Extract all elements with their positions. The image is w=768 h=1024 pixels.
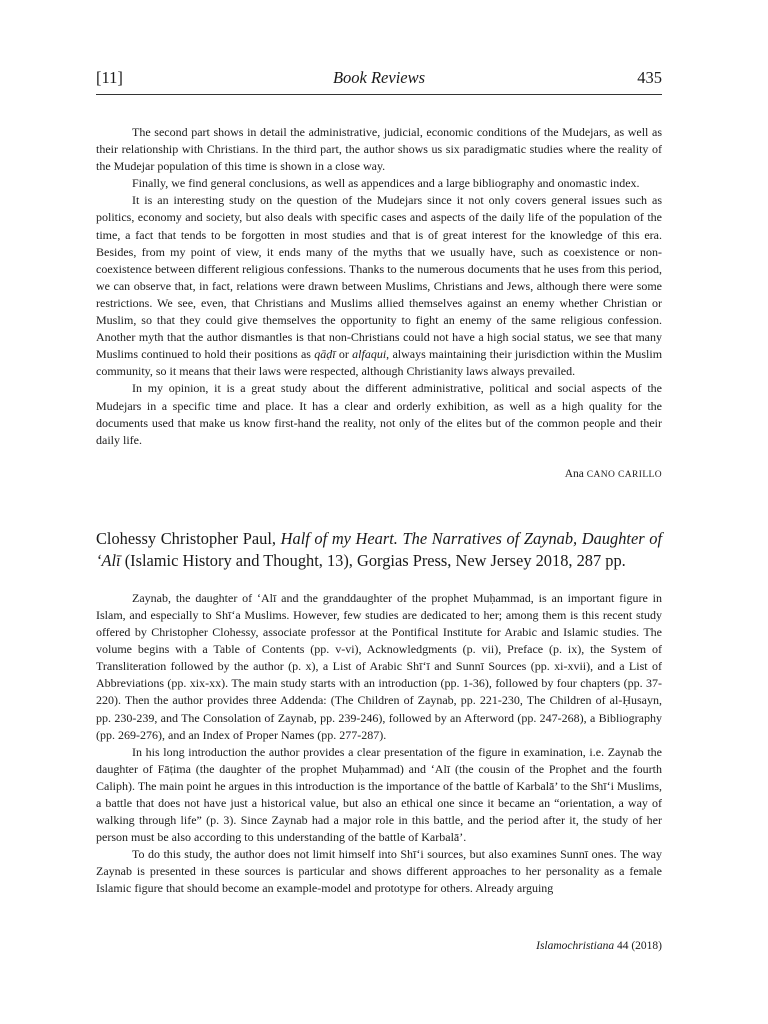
section-title: Book Reviews (332, 68, 426, 87)
term-alfaqui: alfaqui (352, 347, 387, 362)
page-label: [11] (96, 68, 123, 87)
review1-paragraph-2: Finally, we find general conclusions, as well as appendices and a large bibliography and onomastic index. (132, 176, 640, 191)
journal-footer (536, 940, 662, 952)
review2-paragraph-2: In his long introduction the author provides a clear presentation of the figure in examination, i.e. Zaynab the daughter of Fāṭima (the daughter of the prophet Muḥammad) and ‘Alī (the cousin of the Prophet and the fourth Caliph). The main point he argues in this introduction is the importance of the battle of Karbalā’ to the Shī‘i Muslims, a battle that does not have just a historical value, but also an ethical one since it became an “orientation, a way of walking through life” (p. 3). Since Zaynab had a major role in this battle, and the period after it, the study of her person must be also according to this understanding of the battle of Karbalā’. (96, 744, 662, 845)
reviewer-last-name: CANO CARILLO (586, 469, 662, 480)
paragraph-3-text-b: , always maintaining their jurisdiction within the Muslim community, so it means that their laws were respected, although Christianity laws always prevailed. (96, 347, 663, 379)
review2-heading (96, 528, 662, 572)
term-qadi: qāḍī (314, 347, 336, 362)
review2-paragraph-1: Zaynab, the daughter of ‘Alī and the granddaughter of the prophet Muḥammad, is an important figure in Islam, and especially to Shī‘a Muslims. However, few studies are dedicated to her; among them is this recent study offered by Christopher Clohessy, associate professor at the Pontifical Institute for Arabic and Islamic studies. The volume begins with a Table of Contents (pp. v-vi), Acknowledgments (p. vii), Preface (p. ix), the System of Transliteration followed by the author (p. x), a List of Arabic Shī‘ī and Sunnī Sources (pp. xi-xvii), and a List of Abbreviations (pp. xix-xx). The main study starts with an introduction (pp. 1-36), followed by four chapters (pp. 37-220). Then the author provides three Addenda: (The Children of Zaynab, pp. 221-230, The Children of al-Ḥusayn, pp. 230-239, and The Consolation of Zaynab, pp. 239-246), followed by an Afterword (pp. 247-268), a Bibliography (pp. 269-276), and an Index of Proper Names (pp. 277-287). (96, 590, 662, 742)
review2-author: Clohessy Christopher Paul, (96, 528, 277, 548)
review2-paragraph-3: To do this study, the author does not limit himself into Shī‘i sources, but also examines Sunnī ones. The way Zaynab is presented in these sources is particular and shows different approaches to her personality as a female Islamic figure that should become an example-model and prototype for others. Already arguing (96, 847, 662, 896)
review1-paragraph-4: In my opinion, it is a great study about the different administrative, political and social aspects of the Mudejars in a specific time and place. It has a clear and orderly exhibition, as well as a high quality for the documents used that make us know first-hand the reality, not only of the elites but of the common people and their daily life. (96, 381, 662, 447)
conjunction-or: or (338, 347, 349, 362)
page-number: 435 (637, 68, 662, 87)
review1-paragraph-3 (96, 192, 662, 380)
reviewer-first-name: Ana (564, 467, 584, 480)
reviewer-signature (96, 466, 662, 484)
journal-name: Islamochristiana (536, 940, 615, 952)
journal-volume: 44 (2018) (616, 940, 662, 952)
review2-title: Half of my Heart. The Narratives of Zaynab, Daughter of ‘Alī (96, 528, 662, 570)
page-body (96, 124, 662, 898)
review1-paragraph-1: The second part shows in detail the administrative, judicial, economic conditions of the Mudejars, as well as their relationship with Christians. In the third part, the author shows us six paradigmatic studies where the reality of the Mudejar population of this time is shown in a close way. (96, 125, 662, 174)
paragraph-3-text-a: It is an interesting study on the question of the Mudejars since it not only covers general issues such as politics, economy and society, but also deals with specific cases and aspects of the daily life of the population of the time, a fact that tends to be forgotten in most studies and that is of great interest for the knowledge of this era. Besides, from my point of view, it ends many of the myths that we usually have, such as coexistence or non-coexistence between different religious confessions. Thanks to the numerous documents that he uses from this period, we can observe that, in fact, relations were drawn between Muslims, Christians and Jews, although there were some restrictions. We see, even, that Christians and Muslims allied themselves against an enemy whether Christian or Muslim, so that they could give themselves the opportunity to fight an enemy of the same religious confession. Another myth that the author dismantles is that non-Christians could not have a high social status, we see that many Muslims continued to hold their positions as (96, 193, 662, 362)
running-header (96, 68, 662, 92)
header-rule (96, 94, 662, 95)
review2-details: (Islamic History and Thought, 13), Gorgias Press, New Jersey 2018, 287 pp. (124, 550, 626, 570)
